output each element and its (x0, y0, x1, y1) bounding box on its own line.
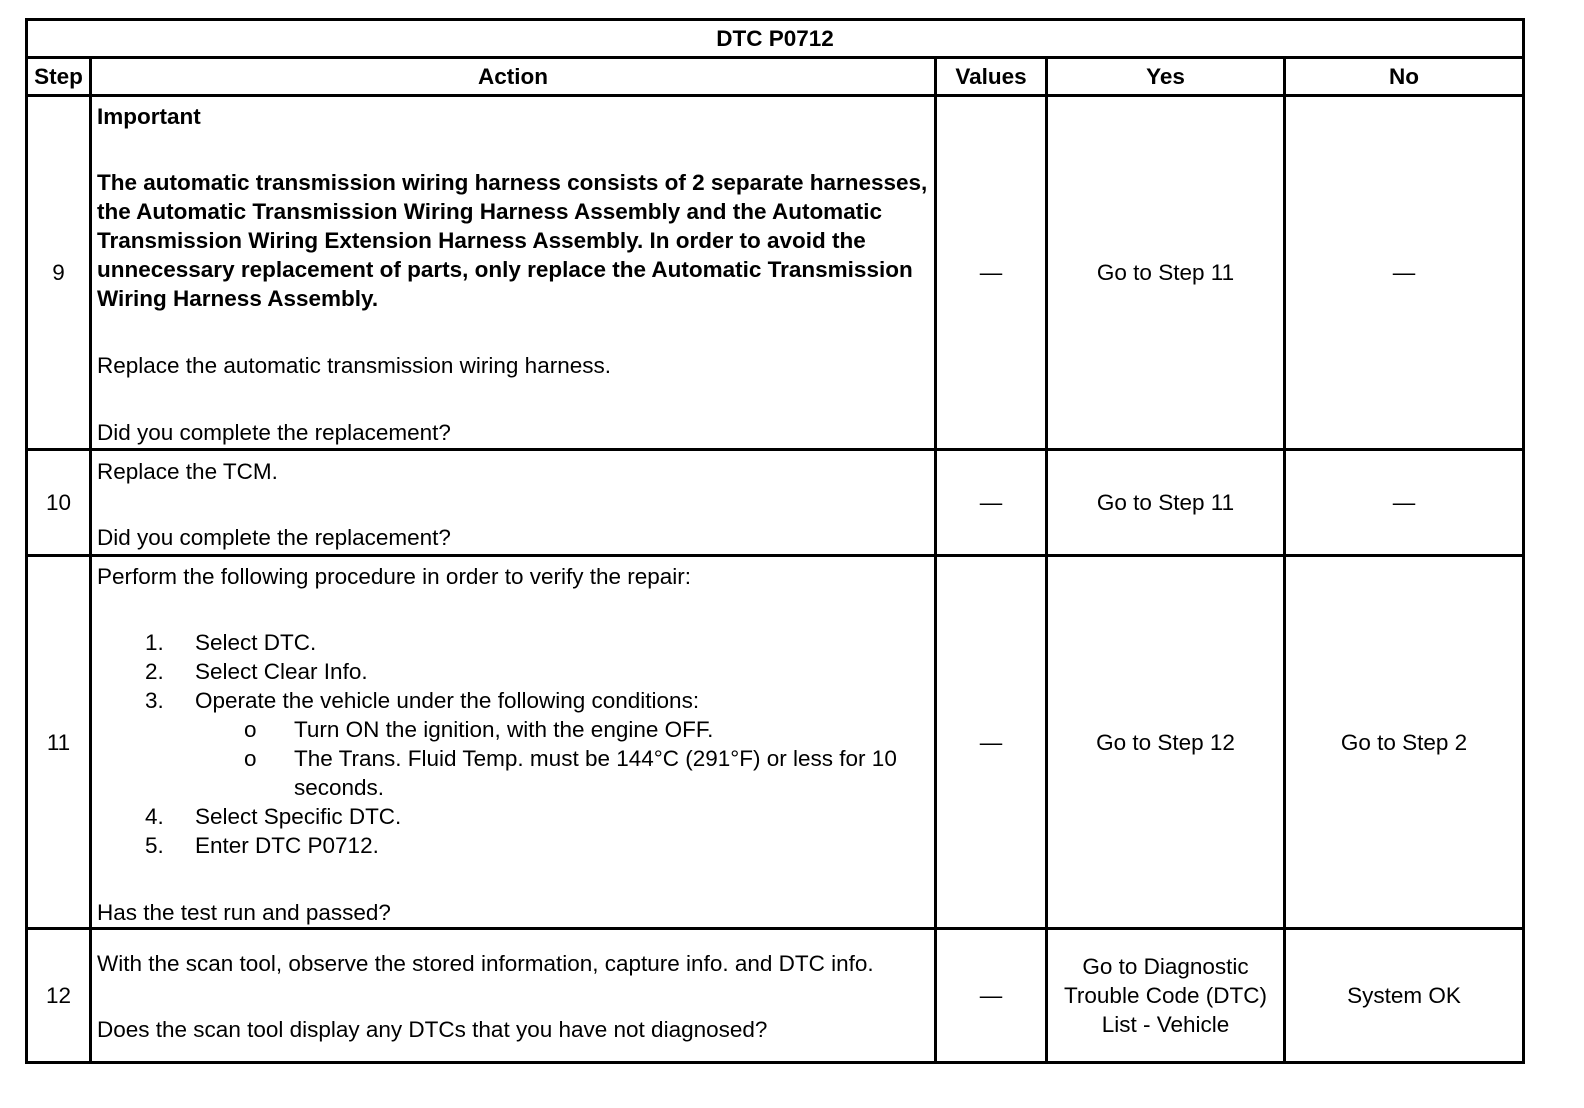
no-cell: — (1285, 96, 1524, 450)
values-cell: — (936, 556, 1047, 929)
important-label: Important (97, 104, 201, 129)
list-item: 3. Operate the vehicle under the following conditions: (145, 687, 700, 713)
list-item: 4. Select Specific DTC. (145, 803, 402, 829)
step-12-row (27, 929, 1524, 1063)
step-number: 9 (27, 96, 91, 450)
step-question: Has the test run and passed? (97, 899, 391, 925)
step-10-row (27, 450, 1524, 556)
list-item: o The Trans. Fluid Temp. must be 144°C (291°F) or less for 10 seconds. (244, 745, 897, 800)
dtc-table (25, 18, 1525, 1064)
header-action: Action (91, 58, 936, 96)
header-row (27, 58, 1524, 96)
step-action (91, 929, 936, 1063)
values-cell: — (936, 96, 1047, 450)
sub-list-container (97, 715, 929, 802)
yes-cell: Go to Step 11 (1047, 450, 1285, 556)
no-cell: Go to Step 2 (1285, 556, 1524, 929)
step-action (91, 556, 936, 929)
important-text: The automatic transmission wiring harness consists of 2 separate harnesses, the Automatic Transmission Wiring Harness Assembly and the Automatic Transmission Wiring Extension Harness Assembly. In order to avoid the unnecessary replacement of parts, only replace the Automatic Transmission Wiring Harness Assembly. (97, 170, 928, 311)
values-cell: — (936, 929, 1047, 1063)
step-number: 12 (27, 929, 91, 1063)
list-item: 2. Select Clear Info. (145, 658, 368, 684)
yes-cell: Go to Step 11 (1047, 96, 1285, 450)
step-intro: Perform the following procedure in order to verify the repair: (97, 563, 692, 589)
step-question: Did you complete the replacement? (97, 525, 451, 550)
header-values: Values (936, 58, 1047, 96)
header-no: No (1285, 58, 1524, 96)
yes-cell: Go to Diagnostic Trouble Code (DTC) List - Vehicle (1047, 929, 1285, 1063)
step-question: Does the scan tool display any DTCs that you have not diagnosed? (97, 1017, 768, 1042)
no-cell: — (1285, 450, 1524, 556)
procedure-list (97, 628, 929, 860)
step-action (91, 450, 936, 556)
step-number: 10 (27, 450, 91, 556)
step-instruction: With the scan tool, observe the stored information, capture info. and DTC info. (97, 951, 874, 976)
values-cell: — (936, 450, 1047, 556)
step-instruction: Replace the automatic transmission wiring harness. (97, 353, 611, 378)
step-instruction: Replace the TCM. (97, 459, 278, 484)
list-item: 5. Enter DTC P0712. (145, 832, 379, 858)
condition-list (97, 715, 929, 802)
yes-cell: Go to Step 12 (1047, 556, 1285, 929)
step-question: Did you complete the replacement? (97, 420, 451, 445)
table-title: DTC P0712 (27, 20, 1524, 58)
list-item: 1. Select DTC. (145, 629, 317, 655)
step-11-row (27, 556, 1524, 929)
step-action (91, 96, 936, 450)
header-step: Step (27, 58, 91, 96)
list-item: o Turn ON the ignition, with the engine OFF. (244, 716, 714, 742)
header-yes: Yes (1047, 58, 1285, 96)
no-cell: System OK (1285, 929, 1524, 1063)
step-number: 11 (27, 556, 91, 929)
step-9-row (27, 96, 1524, 450)
